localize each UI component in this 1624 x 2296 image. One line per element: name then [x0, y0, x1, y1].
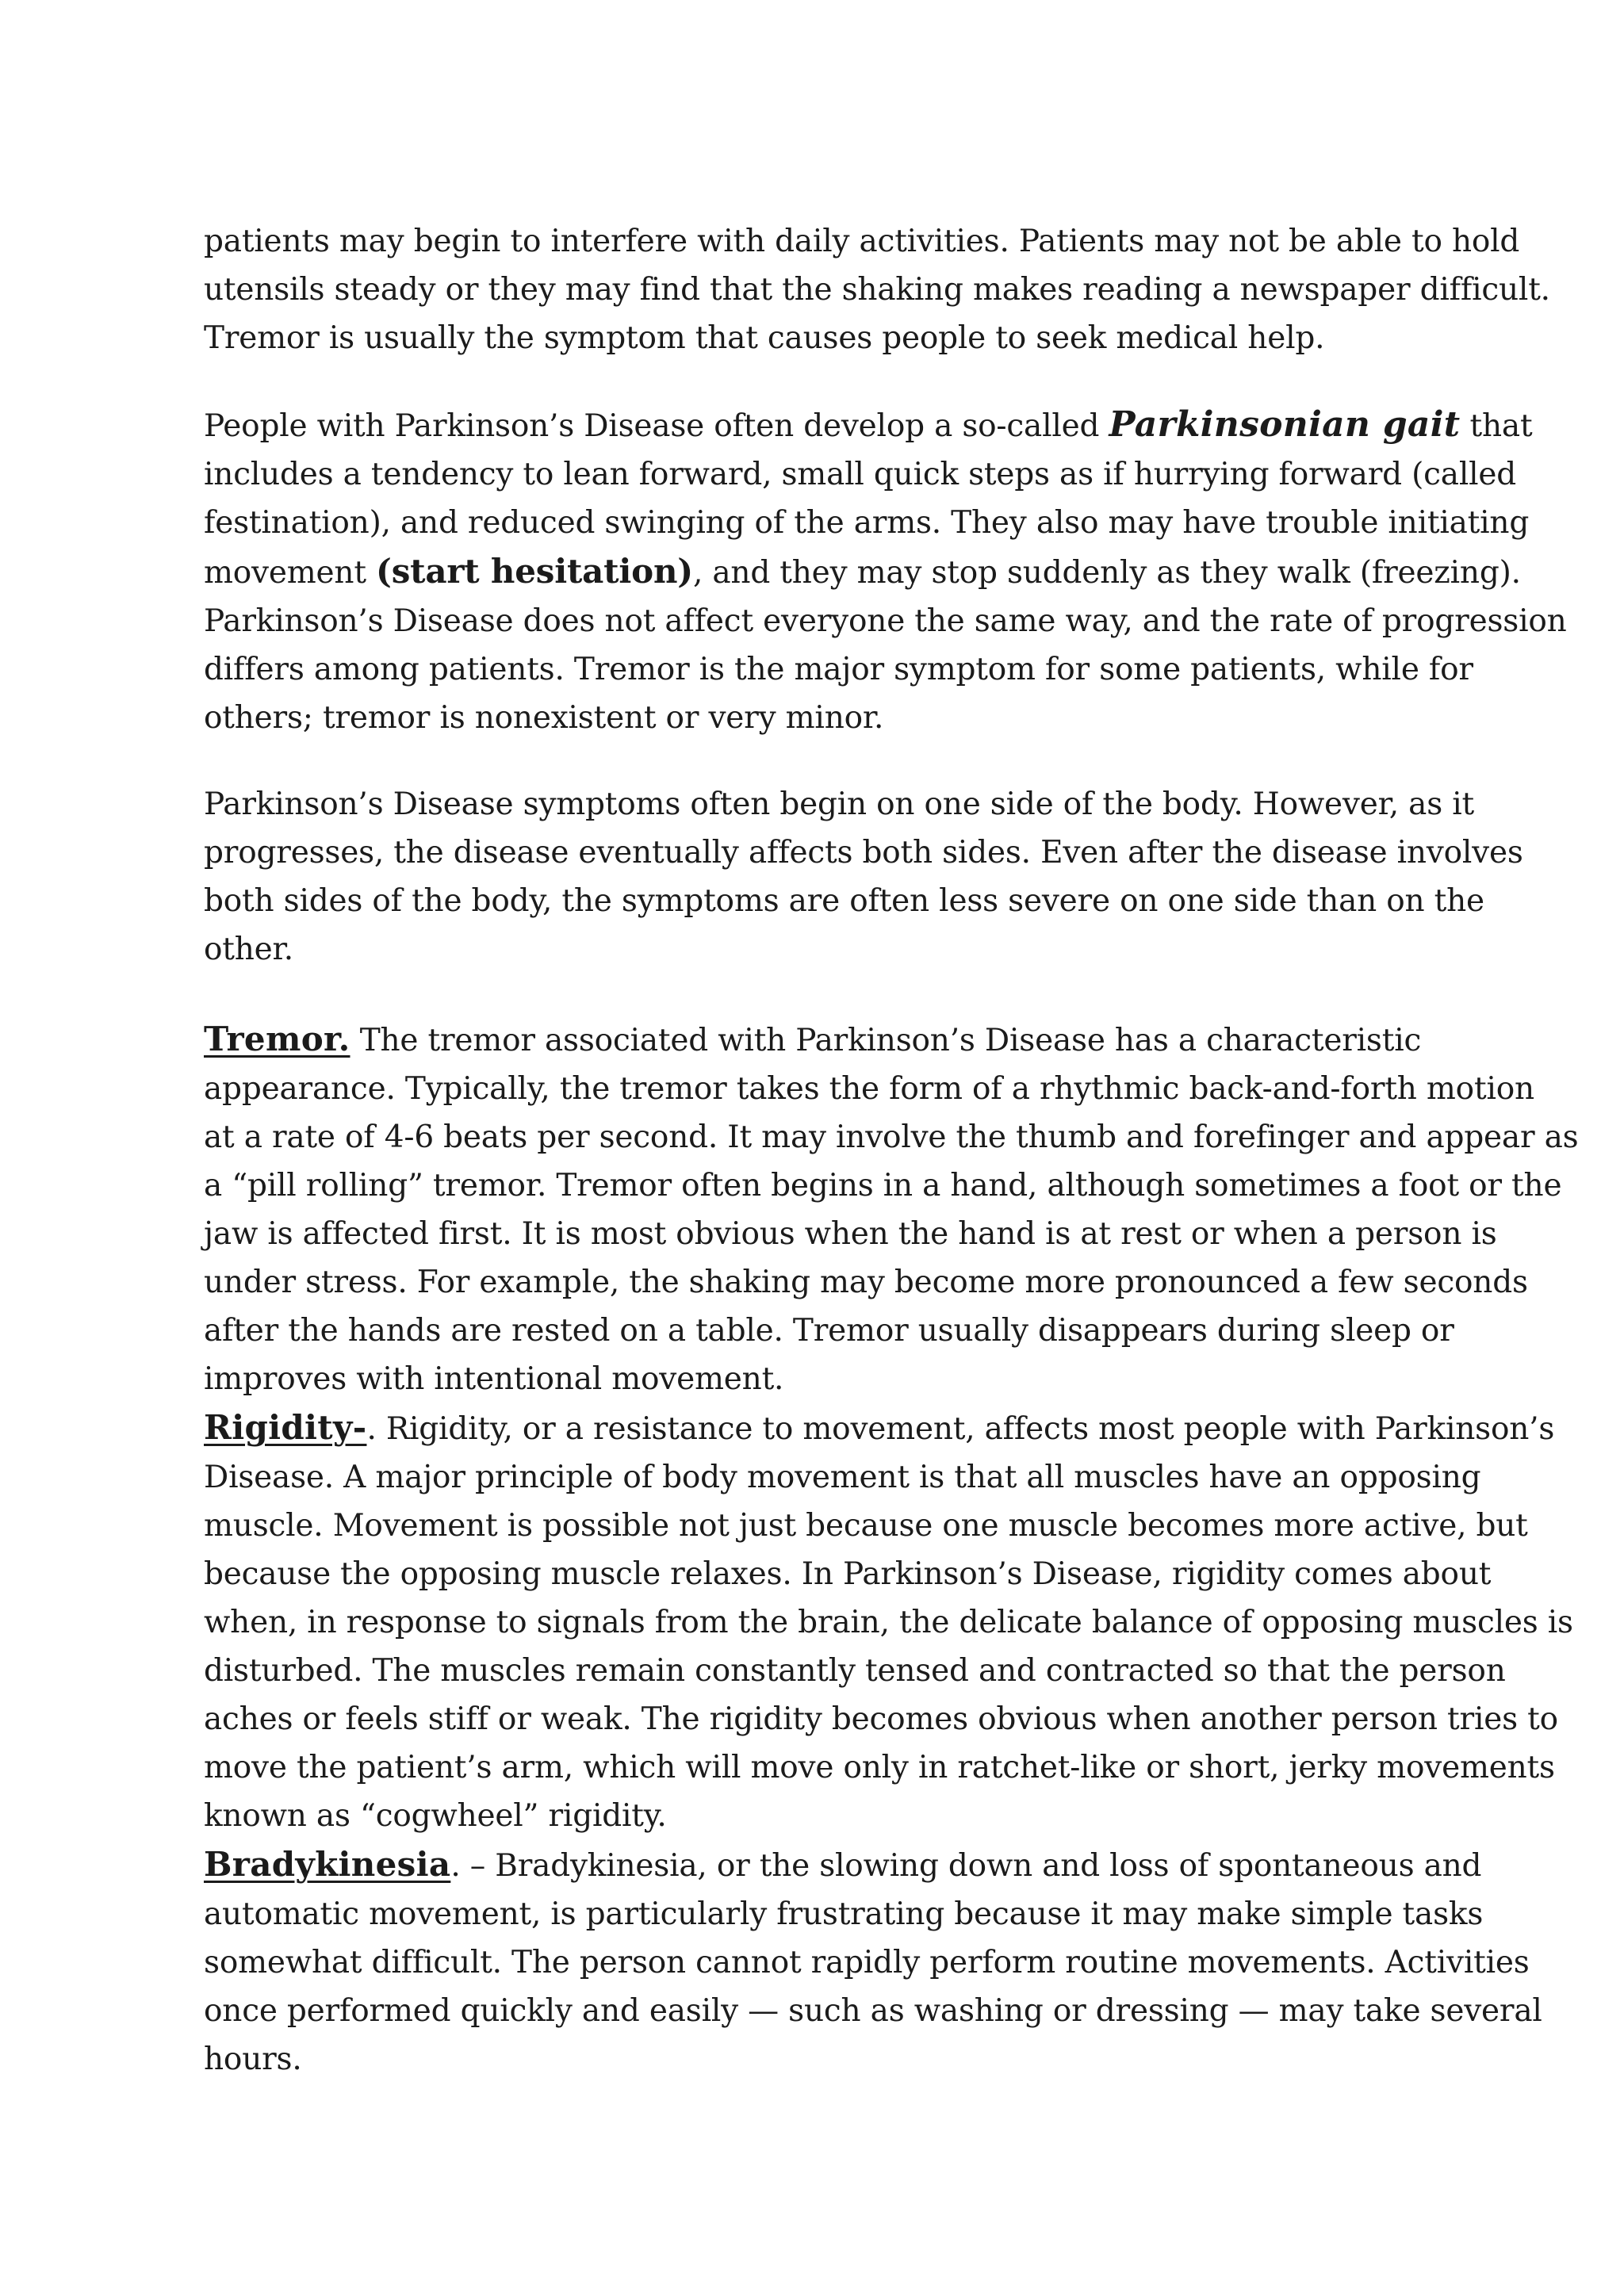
section-tremor — [204, 1015, 1579, 1403]
text-line — [204, 1015, 1429, 1065]
text-line: differs among patients. Tremor is the major symptom for some patients, while for — [204, 652, 1473, 687]
text-line: automatic movement, is particularly frustrating because it may make simple tasks — [204, 1896, 1484, 1932]
text-line — [204, 547, 1521, 597]
text-line — [204, 1840, 1482, 1890]
heading-tremor: Tremor. — [204, 1020, 350, 1058]
text-line: known as “cogwheel” rigidity. — [204, 1798, 667, 1834]
text-line: festination), and reduced swinging of the arms. They also may have trouble initiating — [204, 505, 1530, 541]
text-line: patients may begin to interfere with daily activities. Patients may not be able to hold — [204, 224, 1520, 259]
text-line — [204, 400, 1533, 450]
term-parkinsonian-gait: Parkinsonian gait — [1109, 404, 1461, 445]
text-line — [204, 1403, 1555, 1453]
term-start-hesitation: (start hesitation) — [376, 552, 693, 591]
text-line: disturbed. The muscles remain constantly tensed and contracted so that the person — [204, 1653, 1506, 1689]
text-fragment: The tremor associated with Parkinson’s Disease has a characteristic — [350, 1023, 1422, 1058]
text-line: once performed quickly and easily — such as washing or dressing — may take several — [204, 1993, 1542, 2029]
text-line: Disease. A major principle of body movement is that all muscles have an opposing — [204, 1460, 1481, 1495]
text-line: aches or feels stiff or weak. The rigidity becomes obvious when another person tries to — [204, 1701, 1558, 1737]
text-line: hours. — [204, 2042, 302, 2077]
text-line: Tremor is usually the symptom that causes people to seek medical help. — [204, 320, 1325, 356]
text-line: other. — [204, 932, 293, 967]
text-line: others; tremor is nonexistent or very minor. — [204, 700, 884, 736]
text-line: utensils steady or they may find that the shaking makes reading a newspaper difficult. — [204, 272, 1550, 308]
text-line: both sides of the body, the symptoms are often less severe on one side than on the — [204, 883, 1484, 919]
section-rigidity — [204, 1403, 1573, 1840]
paragraph-parkinsonian-gait — [204, 400, 1567, 742]
text-line: appearance. Typically, the tremor takes the form of a rhythmic back-and-forth motion — [204, 1071, 1534, 1107]
text-line: includes a tendency to lean forward, small quick steps as if hurrying forward (called — [204, 457, 1517, 492]
text-fragment: . Rigidity, or a resistance to movement, affects most people with Parkinson’s — [366, 1411, 1555, 1447]
heading-rigidity: Rigidity- — [204, 1408, 367, 1447]
text-line: somewhat difficult. The person cannot rapidly perform routine movements. Activities — [204, 1945, 1530, 1980]
text-line: under stress. For example, the shaking may become more pronounced a few seconds — [204, 1265, 1528, 1300]
paragraph-one-side-of-body — [204, 780, 1523, 974]
text-line: at a rate of 4-6 beats per second. It may involve the thumb and forefinger and appear as — [204, 1119, 1579, 1155]
text-fragment: . – Bradykinesia, or the slowing down and loss of spontaneous and — [450, 1848, 1482, 1884]
paragraph-tremor-daily-activities — [204, 217, 1550, 362]
text-line: Parkinson’s Disease symptoms often begin on one side of the body. However, as it — [204, 786, 1474, 822]
text-line: because the opposing muscle relaxes. In Parkinson’s Disease, rigidity comes about — [204, 1556, 1492, 1592]
text-fragment: People with Parkinson’s Disease often develop a so-called — [204, 408, 1109, 444]
text-line: Parkinson’s Disease does not affect everyone the same way, and the rate of progression — [204, 603, 1567, 639]
text-line: improves with intentional movement. — [204, 1361, 784, 1397]
text-line: jaw is affected first. It is most obvious when the hand is at rest or when a person is — [204, 1216, 1497, 1252]
text-fragment: movement — [204, 555, 377, 591]
text-line: when, in response to signals from the brain, the delicate balance of opposing muscles is — [204, 1605, 1573, 1640]
document-body — [204, 217, 1579, 2084]
text-fragment: that — [1460, 408, 1533, 444]
text-line: a “pill rolling” tremor. Tremor often begins in a hand, although sometimes a foot or the — [204, 1168, 1562, 1203]
section-bradykinesia — [204, 1840, 1542, 2084]
heading-bradykinesia: Bradykinesia — [204, 1845, 451, 1884]
text-line: after the hands are rested on a table. Tremor usually disappears during sleep or — [204, 1313, 1454, 1349]
text-fragment: , and they may stop suddenly as they walk (freezing). — [692, 555, 1521, 591]
text-line: move the patient’s arm, which will move only in ratchet-like or short, jerky movements — [204, 1750, 1555, 1785]
text-line: progresses, the disease eventually affects both sides. Even after the disease involves — [204, 835, 1523, 871]
text-line: muscle. Movement is possible not just because one muscle becomes more active, but — [204, 1508, 1528, 1544]
